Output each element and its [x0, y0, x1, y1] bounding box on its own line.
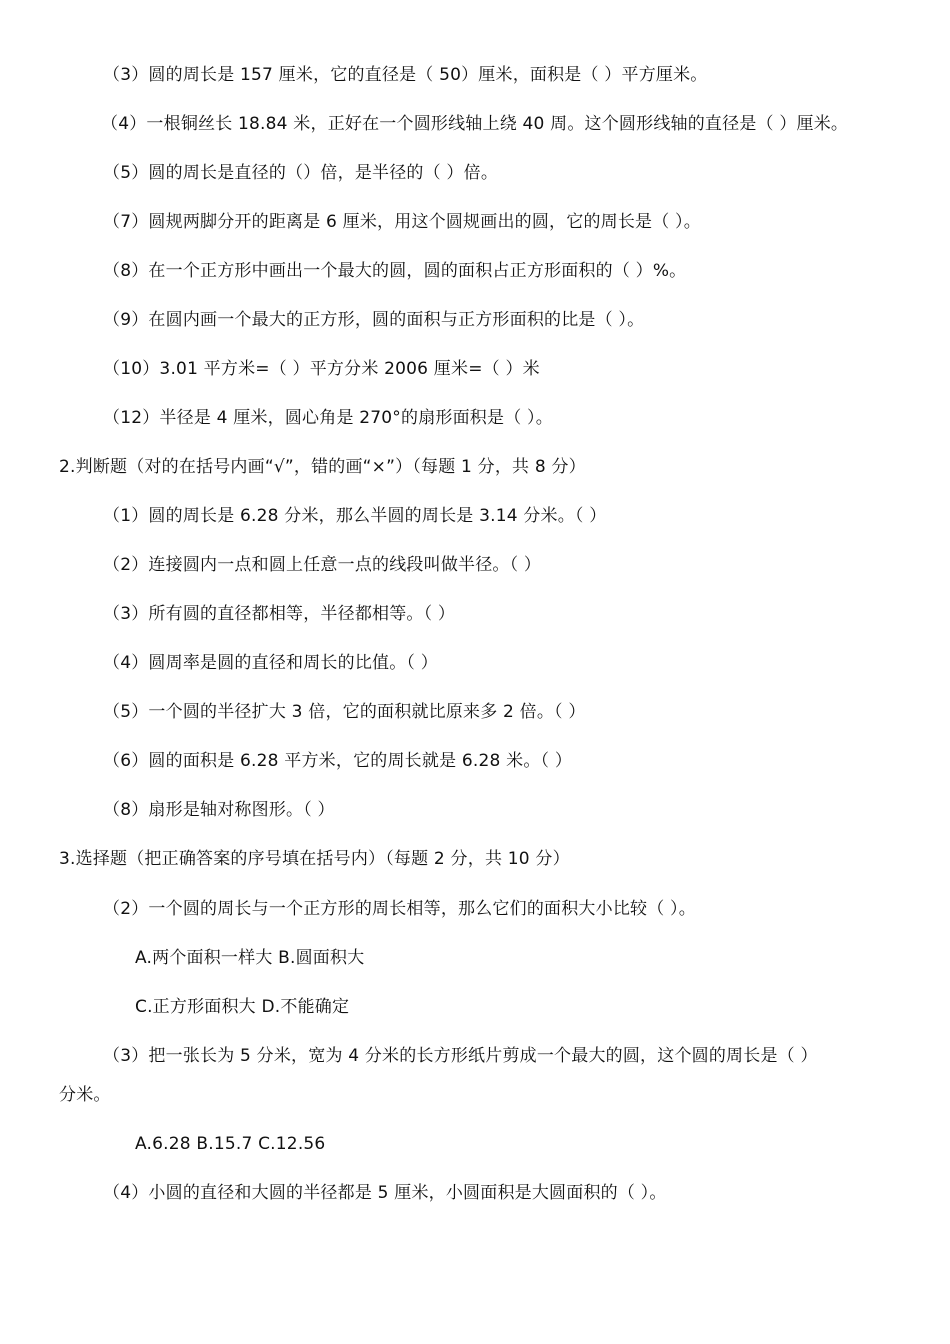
- question-3-2: （2）一个圆的周长与一个正方形的周长相等，那么它们的面积大小比较（ ）。: [103, 899, 696, 919]
- question-2-6: （6）圆的面积是 6.28 平方米，它的周长就是 6.28 米。（ ）: [103, 751, 573, 771]
- question-2-5: （5）一个圆的半径扩大 3 倍，它的面积就比原来多 2 倍。（ ）: [103, 702, 586, 722]
- question-3-3-options: A.6.28 B.15.7 C.12.56: [135, 1134, 326, 1154]
- question-1-10: （10）3.01 平方米=（ ）平方分米 2006 厘米=（ ）米: [103, 359, 540, 379]
- question-3-4: （4）小圆的直径和大圆的半径都是 5 厘米，小圆面积是大圆面积的（ ）。: [103, 1183, 667, 1203]
- section-3-heading: 3.选择题（把正确答案的序号填在括号内）（每题 2 分，共 10 分）: [59, 849, 570, 869]
- section-2-heading: 2.判断题（对的在括号内画“√”，错的画“×”）（每题 1 分，共 8 分）: [59, 457, 586, 477]
- question-1-3: （3）圆的周长是 157 厘米，它的直径是（ 50）厘米，面积是（ ）平方厘米。: [103, 65, 708, 85]
- question-1-5: （5）圆的周长是直径的（）倍，是半径的（ ）倍。: [103, 163, 499, 183]
- question-1-9: （9）在圆内画一个最大的正方形，圆的面积与正方形面积的比是（ ）。: [103, 310, 645, 330]
- question-3-2-options-cd: C.正方形面积大 D.不能确定: [135, 997, 350, 1017]
- question-3-3-continued: 分米。: [59, 1085, 111, 1105]
- question-2-1: （1）圆的周长是 6.28 分米，那么半圆的周长是 3.14 分米。（ ）: [103, 506, 607, 526]
- question-2-8: （8）扇形是轴对称图形。（ ）: [103, 800, 335, 820]
- question-2-4: （4）圆周率是圆的直径和周长的比值。（ ）: [103, 653, 438, 673]
- question-2-2: （2）连接圆内一点和圆上任意一点的线段叫做半径。（ ）: [103, 555, 542, 575]
- question-3-2-options-ab: A.两个面积一样大 B.圆面积大: [135, 948, 365, 968]
- question-2-3: （3）所有圆的直径都相等，半径都相等。（ ）: [103, 604, 456, 624]
- question-1-7: （7）圆规两脚分开的距离是 6 厘米，用这个圆规画出的圆，它的周长是（ ）。: [103, 212, 701, 232]
- question-1-4: （4）一根铜丝长 18.84 米，正好在一个圆形线轴上绕 40 周。这个圆形线轴的直径是（ ）厘米。: [101, 114, 849, 134]
- question-1-12: （12）半径是 4 厘米，圆心角是 270°的扇形面积是（ ）。: [103, 408, 553, 428]
- question-1-8: （8）在一个正方形中画出一个最大的圆，圆的面积占正方形面积的（ ）%。: [103, 261, 687, 281]
- question-3-3: （3）把一张长为 5 分米，宽为 4 分米的长方形纸片剪成一个最大的圆，这个圆的周长是（ ）: [103, 1046, 818, 1066]
